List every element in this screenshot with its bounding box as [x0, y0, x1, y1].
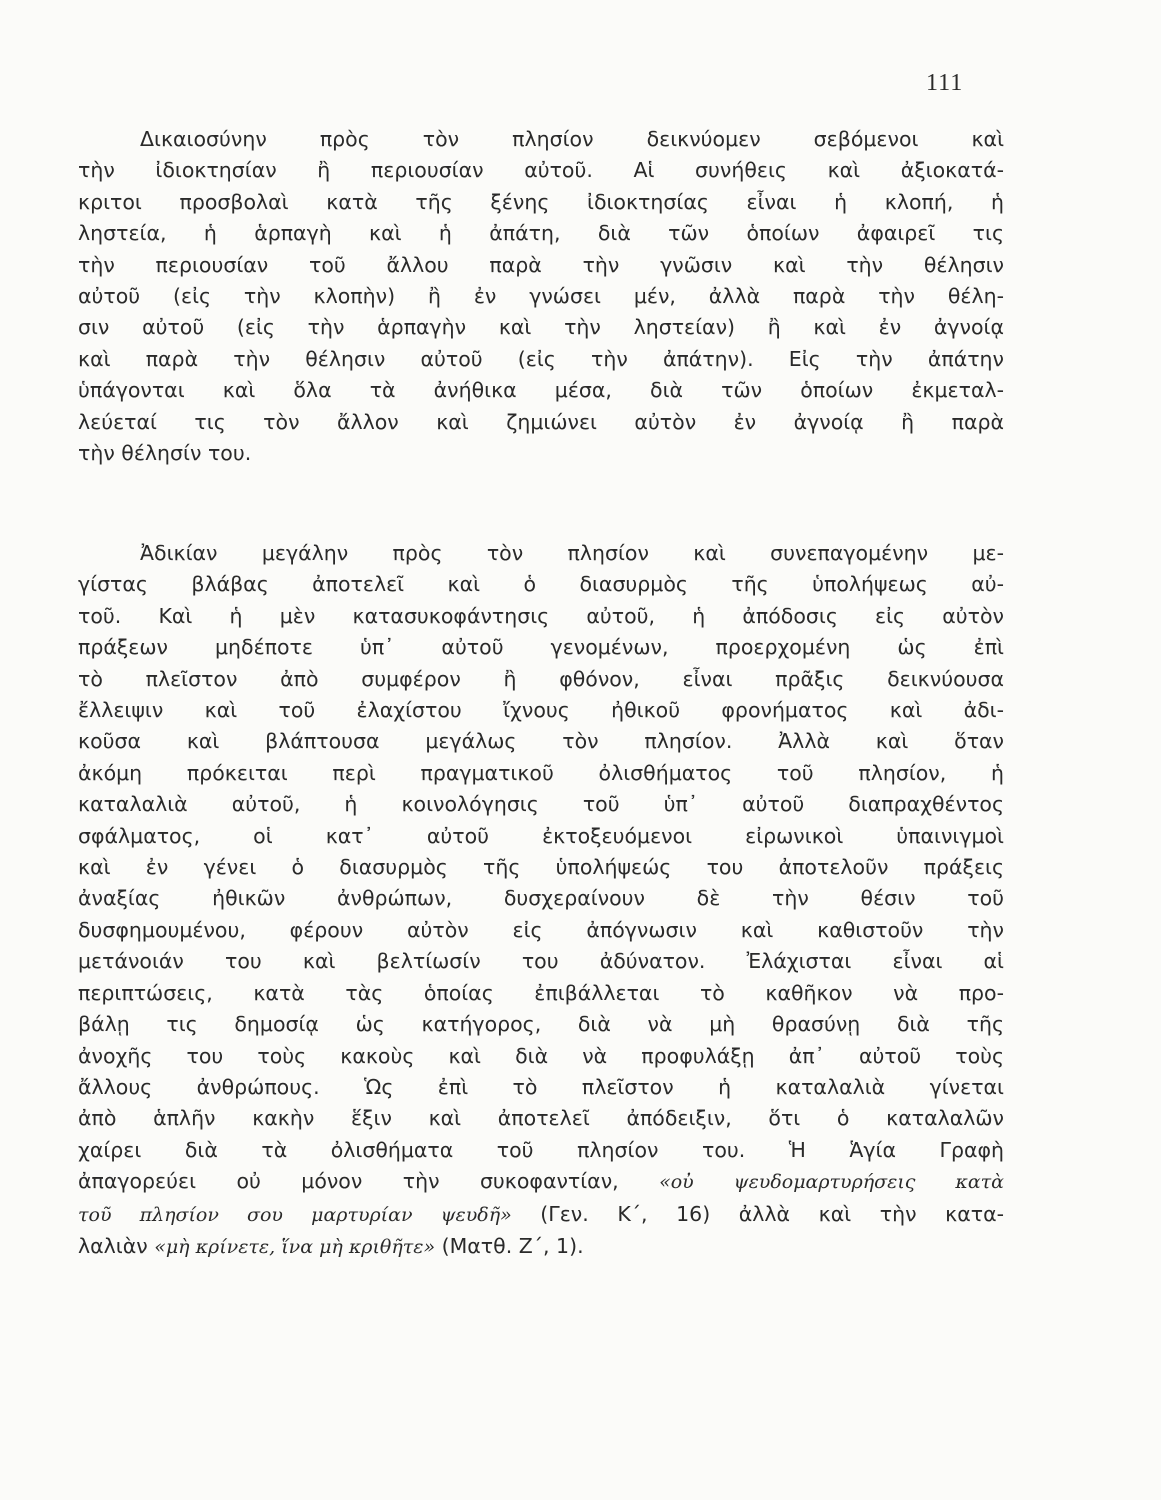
- text-line: χαίρει διὰ τὰ ὀλισθήματα τοῦ πλησίον του. Ἡ Ἁγία Γραφὴ: [78, 1137, 1004, 1162]
- text-line: Ἀδικίαν μεγάλην πρὸς τὸν πλησίον καὶ συνεπαγομένην με-: [140, 541, 1004, 565]
- text-line: ληστεία, ἡ ἁρπαγὴ καὶ ἡ ἀπάτη, διὰ τῶν ὁποίων ἀφαιρεῖ τις: [78, 221, 1004, 246]
- text-line: τὸ πλεῖστον ἀπὸ συμφέρον ἢ φθόνον, εἶναι πρᾶξις δεικνύουσα: [78, 666, 1004, 691]
- scripture-quote: «μὴ κρίνετε, ἵνα μὴ κριθῆτε»: [154, 1235, 436, 1258]
- citation: (Ματθ. Ζ΄, 1).: [435, 1233, 584, 1258]
- page-number: 111: [926, 70, 964, 96]
- text-line: σιν αὐτοῦ (εἰς τὴν ἁρπαγὴν καὶ τὴν ληστείαν) ἢ καὶ ἐν ἀγνοίᾳ: [78, 315, 1004, 340]
- paragraph-justice-property: [78, 124, 1004, 469]
- text-line: δυσφημουμένου, φέρουν αὐτὸν εἰς ἀπόγνωσιν καὶ καθιστοῦν τὴν: [78, 917, 1004, 942]
- text-line: ἀνοχῆς του τοὺς κακοὺς καὶ διὰ νὰ προφυλάξῃ ἀπ᾿ αὐτοῦ τοὺς: [78, 1043, 1004, 1068]
- text-line: καὶ παρὰ τὴν θέλησιν αὐτοῦ (εἰς τὴν ἀπάτην). Εἰς τὴν ἀπάτην: [78, 346, 1004, 371]
- line-text: ἀπαγορεύει οὐ μόνον τὴν συκοφαντίαν,: [78, 1169, 660, 1194]
- text-line: ὑπάγονται καὶ ὅλα τὰ ἀνήθικα μέσα, διὰ τῶν ὁποίων ἐκμεταλ-: [78, 378, 1004, 403]
- text-line: μετάνοιάν του καὶ βελτίωσίν του ἀδύνατον. Ἐλάχισται εἶναι αἱ: [78, 949, 1004, 974]
- scripture-quote: «οὐ ψευδομαρτυρήσεις κατὰ: [659, 1171, 1004, 1194]
- text-line: Δικαιοσύνην πρὸς τὸν πλησίον δεικνύομεν σεβόμενοι καὶ: [140, 127, 1004, 151]
- citation: (Γεν. Κ΄, 16) ἀλλὰ καὶ τὴν κατα-: [511, 1201, 1004, 1226]
- text-line: λεύεταί τις τὸν ἄλλον καὶ ζημιώνει αὐτὸν ἐν ἀγνοίᾳ ἢ παρὰ: [78, 409, 1004, 434]
- text-line: ἀκόμη πρόκειται περὶ πραγματικοῦ ὀλισθήματος τοῦ πλησίον, ἡ: [78, 760, 1004, 785]
- text-line: τὴν περιουσίαν τοῦ ἄλλου παρὰ τὴν γνῶσιν καὶ τὴν θέλησιν: [78, 252, 1004, 277]
- text-line-with-quote: [78, 1166, 1004, 1198]
- text-line: αὐτοῦ (εἰς τὴν κλοπὴν) ἢ ἐν γνώσει μέν, ἀλλὰ παρὰ τὴν θέλη-: [78, 284, 1004, 309]
- text-line: γίστας βλάβας ἀποτελεῖ καὶ ὁ διασυρμὸς τῆς ὑπολήψεως αὐ-: [78, 572, 1004, 597]
- text-line: ἀπὸ ἁπλῆν κακὴν ἕξιν καὶ ἀποτελεῖ ἀπόδειξιν, ὅτι ὁ καταλαλῶν: [78, 1106, 1004, 1131]
- line-text: λαλιὰν: [78, 1233, 155, 1258]
- text-line: καταλαλιὰ αὐτοῦ, ἡ κοινολόγησις τοῦ ὑπ᾿ αὐτοῦ διαπραχθέντος: [78, 792, 1004, 817]
- paragraph-slander: [78, 538, 1004, 1263]
- text-line: τοῦ. Καὶ ἡ μὲν κατασυκοφάντησις αὐτοῦ, ἡ ἀπόδοσις εἰς αὐτὸν: [78, 603, 1004, 628]
- text-line: ἄλλους ἀνθρώπους. Ὡς ἐπὶ τὸ πλεῖστον ἡ καταλαλιὰ γίνεται: [78, 1074, 1004, 1099]
- text-line: τὴν ἰδιοκτησίαν ἢ περιουσίαν αὐτοῦ. Αἱ συνήθεις καὶ ἀξιοκατά-: [78, 158, 1004, 183]
- scripture-quote: τοῦ πλησίον σου μαρτυρίαν ψευδῆ»: [78, 1203, 512, 1226]
- text-line: κοῦσα καὶ βλάπτουσα μεγάλως τὸν πλησίον. Ἀλλὰ καὶ ὅταν: [78, 729, 1004, 754]
- text-line: περιπτώσεις, κατὰ τὰς ὁποίας ἐπιβάλλεται τὸ καθῆκον νὰ προ-: [78, 980, 1004, 1005]
- text-line: κριτοι προσβολαὶ κατὰ τῆς ξένης ἰδιοκτησίας εἶναι ἡ κλοπή, ἡ: [78, 189, 1004, 214]
- text-line-with-quote: [78, 1199, 1004, 1231]
- text-line: σφάλματος, οἱ κατ᾿ αὐτοῦ ἐκτοξευόμενοι εἰρωνικοὶ ὑπαινιγμοὶ: [78, 823, 1004, 848]
- text-line: τὴν θέλησίν του.: [78, 441, 252, 466]
- text-line: ἀναξίας ἠθικῶν ἀνθρώπων, δυσχεραίνουν δὲ τὴν θέσιν τοῦ: [78, 886, 1004, 911]
- text-line: βάλῃ τις δημοσίᾳ ὡς κατήγορος, διὰ νὰ μὴ θρασύνῃ διὰ τῆς: [78, 1012, 1004, 1037]
- text-line: καὶ ἐν γένει ὁ διασυρμὸς τῆς ὑπολήψεώς του ἀποτελοῦν πράξεις: [78, 855, 1004, 880]
- text-line: πράξεων μηδέποτε ὑπ᾿ αὐτοῦ γενομένων, προερχομένη ὡς ἐπὶ: [78, 635, 1004, 660]
- text-line: ἔλλειψιν καὶ τοῦ ἐλαχίστου ἴχνους ἠθικοῦ φρονήματος καὶ ἀδι-: [78, 698, 1004, 723]
- text-line-with-quote: [78, 1231, 1004, 1263]
